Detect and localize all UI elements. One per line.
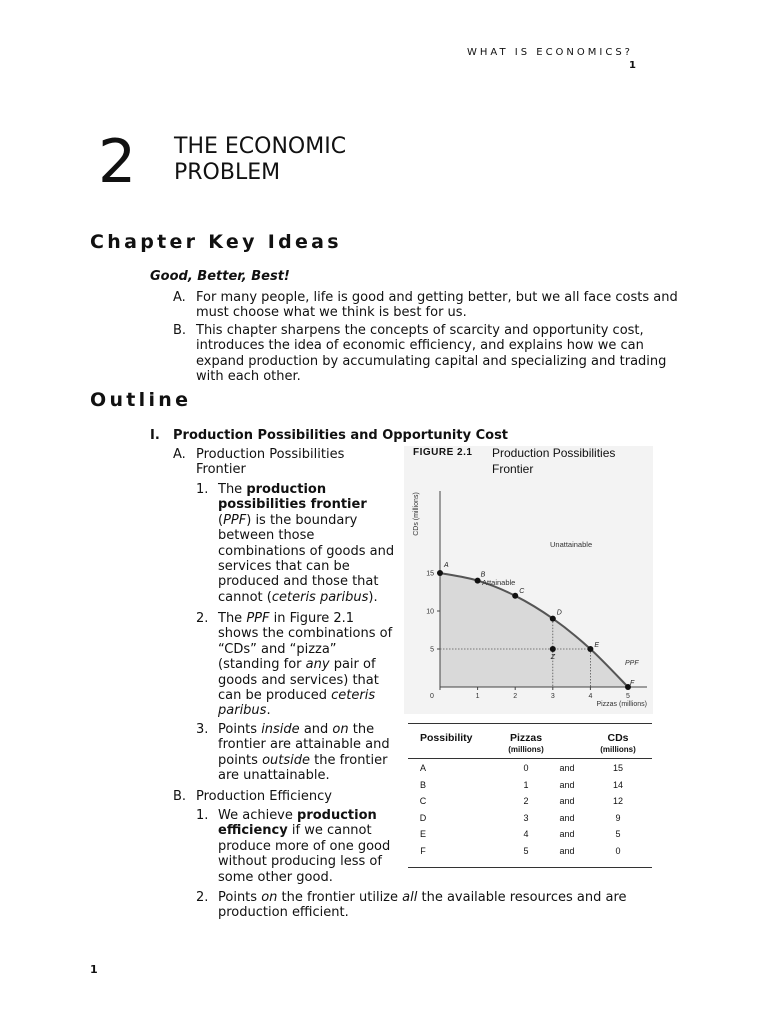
table-rule-bottom	[408, 867, 652, 868]
possibilities-table	[408, 723, 652, 871]
figure-caption: Production Possibilities Frontier	[492, 446, 616, 476]
data-point-a	[437, 570, 443, 576]
table-cell-possibility: E	[419, 829, 426, 839]
table-cell-pizzas: 1	[523, 779, 529, 790]
data-point-z	[550, 646, 556, 652]
bold-term: efficiency	[218, 823, 288, 839]
key-idea-b-line: This chapter sharpens the concepts of scarcity and opportunity cost,	[196, 323, 644, 338]
point-label-e: E	[594, 642, 600, 649]
attainable-label: Attainable	[482, 578, 516, 587]
ppf-chart	[404, 446, 653, 714]
bold-term: production	[246, 482, 327, 497]
ppf-label: PPF	[625, 660, 639, 667]
table-cell-possibility: A	[419, 763, 426, 773]
text-line: goods and services) that	[218, 672, 379, 688]
point-label-d: D	[556, 609, 562, 617]
header-possibility: Possibility	[420, 732, 473, 744]
italic-term: on	[261, 890, 278, 905]
bold-term: production	[297, 808, 377, 823]
figure-label: FIGURE 2.1	[413, 447, 473, 458]
key-idea-a-line: must choose what we think is best for us.	[196, 305, 467, 321]
text-run: We achieve	[218, 808, 298, 823]
outline-b2-marker: 2.	[196, 890, 209, 905]
table-cell-cds: 0	[615, 845, 621, 856]
data-point-c	[512, 593, 518, 599]
text-line: production efficient.	[218, 905, 349, 921]
table-cell-cds: 12	[612, 796, 623, 806]
header-pizzas-unit: (millions)	[508, 745, 544, 754]
running-head-title: WHAT IS ECONOMICS?	[467, 47, 633, 58]
unattainable-label: Unattainable	[550, 540, 593, 549]
text-line: shows the combinations of	[218, 626, 393, 642]
table-rule-mid	[408, 758, 652, 759]
text-run: ) is the boundary	[246, 512, 358, 528]
text-run: if we cannot	[287, 823, 372, 839]
data-point-d	[550, 616, 556, 622]
italic-term: ceteris	[331, 688, 376, 704]
table-cell-and: and	[559, 763, 575, 773]
italic-term: any	[305, 657, 330, 673]
table-cell-and: and	[559, 796, 575, 806]
key-idea-a-marker: A.	[173, 290, 186, 305]
running-head-page: 1	[629, 60, 636, 71]
text-line: are unattainable.	[218, 768, 330, 784]
text-line: combinations of goods and	[218, 543, 395, 559]
italic-term: on	[332, 722, 349, 737]
outline-heading: Outline	[90, 389, 192, 411]
table-rule-top	[408, 723, 652, 724]
text-line: services that can be	[218, 559, 350, 575]
x-axis-label: Pizzas (millions)	[596, 701, 647, 708]
key-ideas-heading: Chapter Key Ideas	[90, 231, 342, 253]
table-cell-possibility: F	[420, 845, 426, 856]
x-tick-label: 4	[588, 693, 593, 700]
outline-a1-marker: 1.	[196, 482, 209, 497]
y-tick-label: 15	[426, 570, 434, 578]
text-run: the available resources and are	[417, 890, 627, 905]
running-head	[467, 46, 636, 72]
text-line: without producing less of	[218, 854, 382, 870]
outline-b1-marker: 1.	[196, 808, 209, 823]
key-ideas-subhead: Good, Better, Best!	[150, 269, 290, 284]
bold-term: possibilities frontier	[218, 497, 367, 513]
text-run: (	[218, 512, 224, 528]
table-cell-pizzas: 4	[523, 829, 529, 839]
key-idea-b-marker: B.	[173, 323, 187, 338]
table-cell-and: and	[559, 845, 575, 856]
y-tick-label: 10	[426, 608, 434, 616]
table-cell-and: and	[559, 829, 575, 839]
table-cell-cds: 14	[612, 779, 623, 790]
text-run: Points	[218, 722, 262, 737]
chapter-number: 2	[98, 127, 137, 197]
italic-term: PPF	[246, 611, 270, 626]
header-cds	[598, 732, 638, 754]
y-axis-label: CDs (millions)	[413, 492, 420, 536]
text-run: the frontier utilize	[277, 890, 403, 905]
text-line: between those	[218, 528, 315, 544]
chapter-title	[174, 134, 346, 186]
text-line: produce more of one good	[218, 838, 391, 854]
key-idea-b-line: with each other.	[196, 369, 301, 385]
text-run: pair of	[329, 657, 376, 673]
italic-term: outside	[262, 752, 310, 768]
x-tick-label: 5	[626, 693, 630, 700]
header-cds-label: CDs	[607, 732, 629, 744]
data-point-e	[587, 646, 593, 652]
text-line: some other good.	[218, 869, 333, 885]
text-run: the	[348, 722, 375, 737]
text-line: frontier are attainable and	[218, 737, 390, 753]
text-run: Points	[218, 890, 262, 905]
text-run: the frontier	[310, 752, 388, 768]
text-line: produced and those that	[218, 574, 379, 590]
text-run: and	[299, 722, 333, 737]
outline-a3-marker: 3.	[196, 722, 209, 737]
point-label-f: F	[630, 680, 635, 687]
text-run: in Figure 2.1	[269, 611, 355, 626]
text-line: “CDs” and “pizza”	[218, 641, 337, 657]
x-tick-label: 0	[430, 693, 434, 700]
text-run: The	[218, 611, 247, 626]
header-pizzas	[506, 732, 546, 754]
outline-i-text: Production Possibilities and Opportunity Cost	[173, 428, 509, 443]
chapter-title-line1: THE ECONOMIC	[174, 134, 347, 159]
chapter-title-line2: PROBLEM	[174, 160, 281, 185]
text-run: can be produced	[218, 688, 332, 704]
text-run: ).	[368, 589, 378, 605]
outline-a-line: Frontier	[196, 462, 246, 478]
table-cell-and: and	[559, 812, 575, 823]
table-cell-cds: 5	[615, 829, 621, 839]
italic-term: inside	[261, 722, 300, 737]
outline-a2-marker: 2.	[196, 611, 209, 626]
italic-term: all	[402, 890, 418, 905]
point-label-b: B	[480, 571, 486, 579]
header-pizzas-label: Pizzas	[509, 732, 543, 744]
key-idea-b-line: expand production by accumulating capital and specializing and trading	[196, 353, 667, 369]
point-label-c: C	[519, 587, 525, 595]
point-label-a: A	[444, 562, 449, 569]
outline-b-text: Production Efficiency	[196, 789, 332, 804]
table-cell-pizzas: 5	[523, 845, 529, 856]
text-run: (standing for	[218, 657, 306, 673]
table-cell-pizzas: 2	[523, 796, 529, 806]
header-cds-unit: (millions)	[600, 745, 636, 754]
table-cell-possibility: C	[419, 796, 427, 806]
y-tick-label: 5	[430, 646, 434, 654]
italic-term: ceteris paribus	[271, 589, 369, 605]
outline-a-marker: A.	[173, 447, 186, 462]
x-tick-label: 2	[513, 693, 518, 700]
text-run: points	[218, 752, 263, 768]
key-idea-b-line: introduces the idea of economic efficiency, and explains how we can	[196, 338, 644, 354]
table-cell-cds: 9	[615, 812, 621, 823]
outline-b-marker: B.	[173, 789, 187, 804]
key-idea-a-line: For many people, life is good and getting better, but we all face costs and	[196, 290, 678, 305]
italic-term: PPF	[223, 512, 247, 528]
outline-a-line: Production Possibilities	[196, 447, 345, 462]
text-run: .	[266, 703, 271, 719]
x-tick-label: 1	[475, 693, 480, 700]
italic-term: paribus	[218, 703, 267, 719]
attainable-region	[440, 573, 628, 687]
table-cell-possibility: B	[419, 779, 426, 790]
table-cell-and: and	[559, 779, 575, 790]
page-number-footer: 1	[90, 963, 98, 976]
x-tick-label: 3	[550, 693, 555, 700]
outline-i-marker: I.	[150, 428, 160, 443]
table-cell-possibility: D	[419, 812, 427, 823]
table-cell-cds: 15	[612, 763, 623, 773]
text-run: cannot (	[218, 589, 272, 605]
text-run: The	[218, 482, 247, 497]
point-label-z: Z	[550, 654, 556, 661]
table-cell-pizzas: 0	[523, 763, 529, 773]
table-cell-pizzas: 3	[523, 812, 529, 823]
